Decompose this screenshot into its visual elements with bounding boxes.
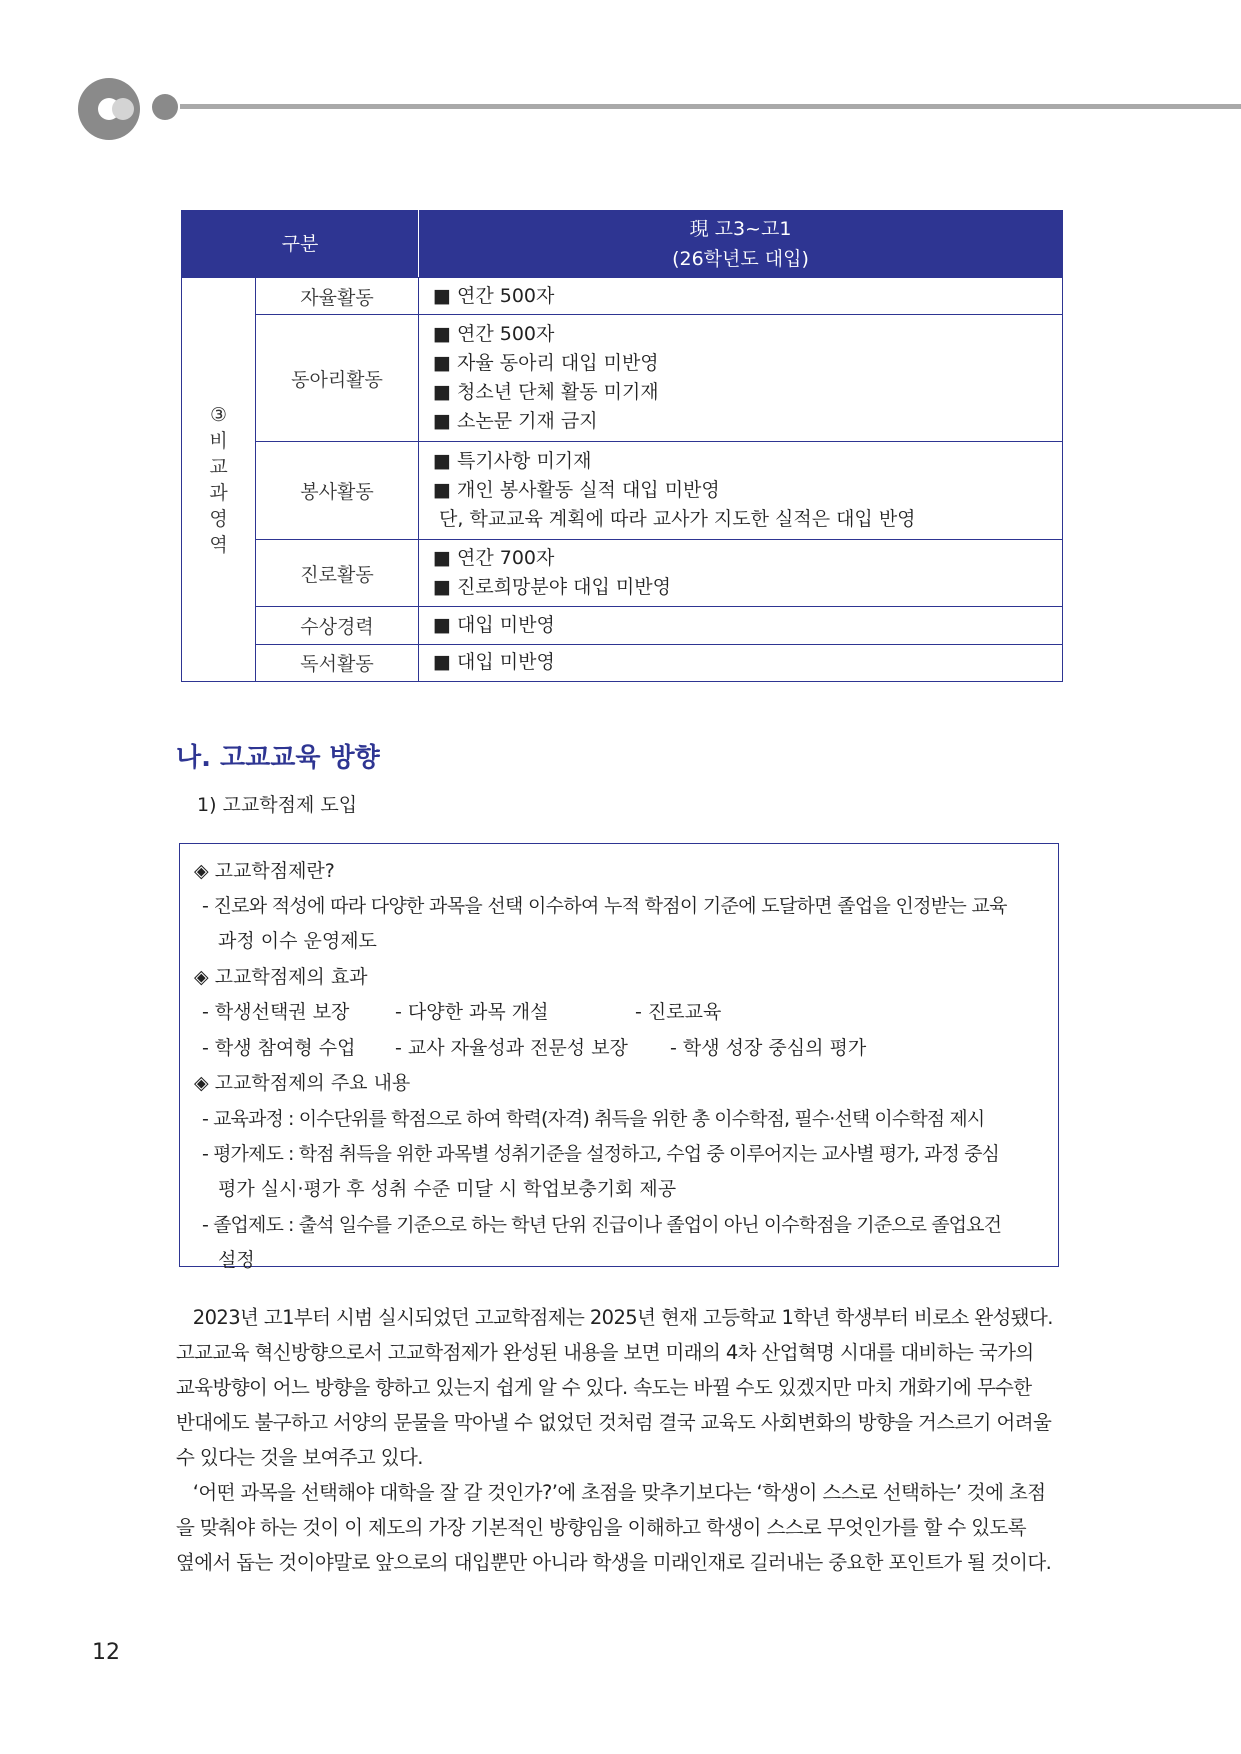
row-item: ■ 연간 500자 xyxy=(433,323,555,346)
box-heading-definition: ◈ 고교학점제란? xyxy=(194,860,335,882)
body-line: 수 있다는 것을 보여주고 있다. xyxy=(176,1446,423,1469)
row-description xyxy=(419,278,1063,315)
box-definition-line2: 과정 이수 운영제도 xyxy=(218,930,377,952)
body-line: 고교교육 혁신방향으로서 고교학점제가 완성된 내용을 보면 미래의 4차 산업혁명 시대를 대비하는 국가의 xyxy=(176,1341,1034,1364)
page-number: 12 xyxy=(92,1640,120,1665)
row-description xyxy=(419,442,1063,540)
row-description xyxy=(419,539,1063,607)
group-label-char: ③ xyxy=(209,403,228,426)
credit-system-box xyxy=(179,843,1059,1271)
box-heading-contents: ◈ 고교학점제의 주요 내용 xyxy=(194,1072,411,1094)
box-content-graduation-line2: 설정 xyxy=(218,1249,255,1271)
table-row xyxy=(182,607,1063,644)
header-dot xyxy=(152,94,178,120)
row-description xyxy=(419,644,1063,681)
box-effect-item: - 교사 자율성과 전문성 보장 xyxy=(395,1037,628,1059)
body-line: 2023년 고1부터 시범 실시되었던 고교학점제는 2025년 현재 고등학교 1학년 학생부터 비로소 완성됐다. xyxy=(176,1306,1053,1329)
header-logo-inner-right xyxy=(112,98,134,120)
box-heading-effects: ◈ 고교학점제의 효과 xyxy=(194,966,368,988)
body-line: 옆에서 돕는 것이야말로 앞으로의 대입뿐만 아니라 학생을 미래인재로 길러내는 중요한 포인트가 될 것이다. xyxy=(176,1551,1052,1574)
group-label-char: 역 xyxy=(209,533,228,556)
box-content-evaluation-line2: 평가 실시·평가 후 성취 수준 미달 시 학업보충기회 제공 xyxy=(218,1178,677,1200)
row-description xyxy=(419,315,1063,442)
group-label-char: 영 xyxy=(209,507,228,530)
table-row xyxy=(182,539,1063,607)
group-label-cell xyxy=(182,278,256,682)
box-effect-item: - 학생 성장 중심의 평가 xyxy=(670,1037,867,1059)
box-content-curriculum: - 교육과정 : 이수단위를 학점으로 하여 학력(자격) 취득을 위한 총 이수학점, 필수·선택 이수학점 제시 xyxy=(202,1108,985,1130)
box-effect-item: - 다양한 과목 개설 xyxy=(395,1001,549,1023)
row-category: 자율활동 xyxy=(256,278,419,315)
group-label-char: 과 xyxy=(209,481,228,504)
row-category: 독서활동 xyxy=(256,644,419,681)
row-item: ■ 특기사항 미기재 xyxy=(433,450,592,473)
table-row xyxy=(182,644,1063,681)
table-header-category: 구분 xyxy=(182,211,419,278)
row-item: ■ 연간 700자 xyxy=(433,547,555,570)
box-definition-line1: - 진로와 적성에 따라 다양한 과목을 선택 이수하여 누적 학점이 기준에 도달하면 졸업을 인정받는 교육 xyxy=(202,895,1007,917)
group-label-char: 교 xyxy=(209,455,228,478)
row-category: 동아리활동 xyxy=(256,315,419,442)
row-item: 단, 학교교육 계획에 따라 교사가 지도한 실적은 대입 반영 xyxy=(433,508,916,531)
group-label-char: 비 xyxy=(209,429,228,452)
table-row xyxy=(182,278,1063,315)
body-line: 교육방향이 어느 방향을 향하고 있는지 쉽게 알 수 있다. 속도는 바뀔 수도 있겠지만 마치 개화기에 무수한 xyxy=(176,1376,1032,1399)
body-line: 반대에도 불구하고 서양의 문물을 막아낼 수 없었던 것처럼 결국 교육도 사회변화의 방향을 거스르기 어려울 xyxy=(176,1411,1052,1434)
section-title: 나. 고교교육 방향 xyxy=(176,743,380,773)
row-item: ■ 대입 미반영 xyxy=(433,614,555,637)
row-item: ■ 연간 500자 xyxy=(433,284,555,307)
row-item: ■ 대입 미반영 xyxy=(433,651,555,674)
box-effect-item: - 학생 참여형 수업 xyxy=(202,1037,356,1059)
box-effect-item: - 학생선택권 보장 xyxy=(202,1001,350,1023)
body-line: ‘어떤 과목을 선택해야 대학을 잘 갈 것인가?’에 초점을 맞추기보다는 ‘학생이 스스로 선택하는’ 것에 초점 xyxy=(176,1481,1046,1504)
table-row xyxy=(182,315,1063,442)
table-header-target-line1: 現 고3~고1 xyxy=(689,218,792,240)
row-item: ■ 개인 봉사활동 실적 대입 미반영 xyxy=(433,479,720,502)
non-curricular-table xyxy=(181,210,1063,682)
box-content-evaluation-line1: - 평가제도 : 학점 취득을 위한 과목별 성취기준을 설정하고, 수업 중 이루어지는 교사별 평가, 과정 중심 xyxy=(202,1143,999,1165)
box-effect-item: - 진로교육 xyxy=(635,1001,722,1023)
table-row xyxy=(182,442,1063,540)
section-subtitle: 1) 고교학점제 도입 xyxy=(197,794,358,816)
row-item: ■ 진로희망분야 대입 미반영 xyxy=(433,576,671,599)
row-description xyxy=(419,607,1063,644)
row-item: ■ 자율 동아리 대입 미반영 xyxy=(433,352,659,375)
table-header-target-line2: (26학년도 대입) xyxy=(672,248,809,270)
table-header-target xyxy=(419,211,1063,278)
table-header-row xyxy=(182,211,1063,278)
body-line: 을 맞춰야 하는 것이 이 제도의 가장 기본적인 방향임을 이해하고 학생이 스스로 무엇인가를 할 수 있도록 xyxy=(176,1516,1026,1539)
box-content-graduation-line1: - 졸업제도 : 출석 일수를 기준으로 하는 학년 단위 진급이나 졸업이 아닌 이수학점을 기준으로 졸업요건 xyxy=(202,1214,1002,1236)
row-item: ■ 청소년 단체 활동 미기재 xyxy=(433,381,659,404)
header-rule xyxy=(180,104,1241,109)
row-category: 수상경력 xyxy=(256,607,419,644)
row-category: 진로활동 xyxy=(256,539,419,607)
row-item: ■ 소논문 기재 금지 xyxy=(433,410,598,433)
row-category: 봉사활동 xyxy=(256,442,419,540)
